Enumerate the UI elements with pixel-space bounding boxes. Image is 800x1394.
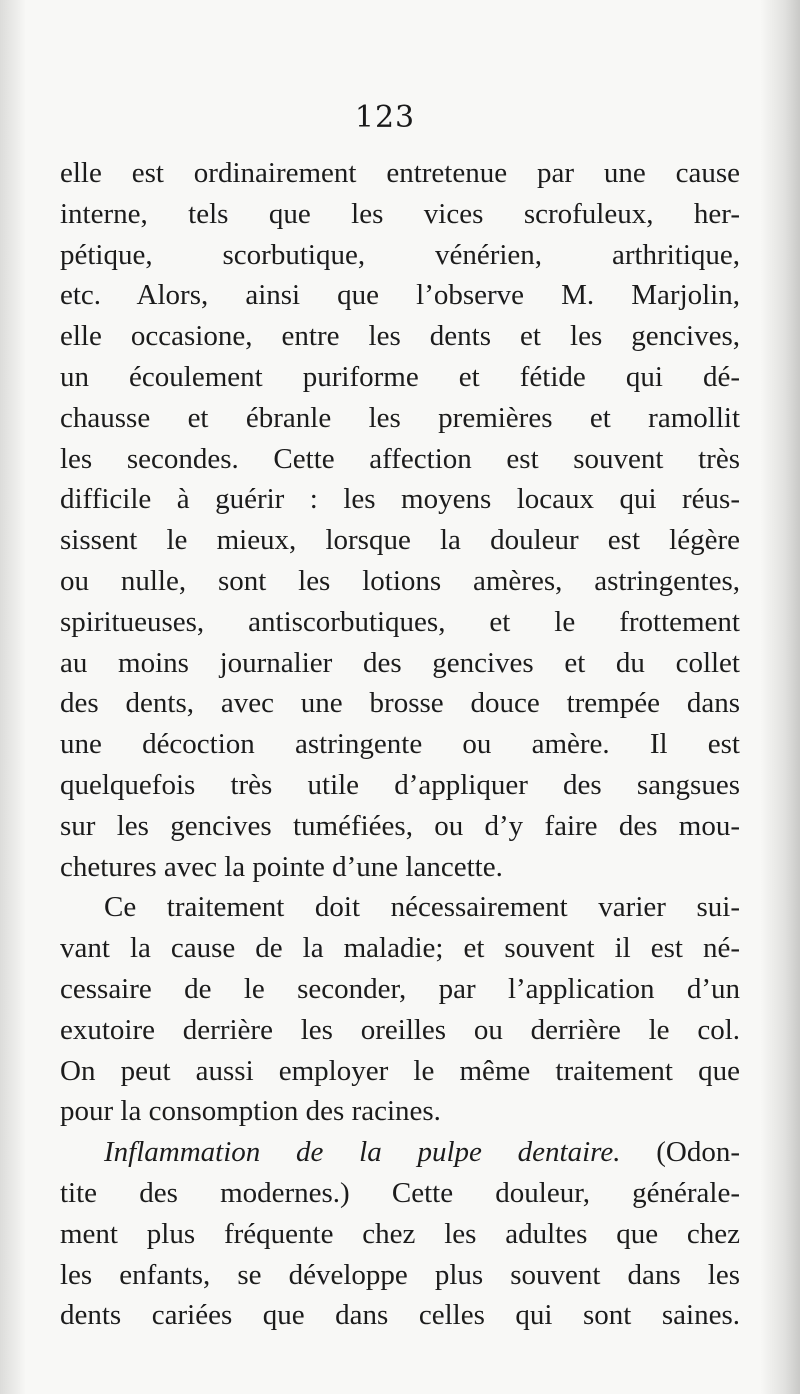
text-line: ou nulle, sont les lotions amères, astringentes, (60, 564, 740, 597)
text-line: sissent le mieux, lorsque la douleur est légère (60, 524, 740, 557)
text-line: chetures avec la pointe d’une lancette. (60, 850, 503, 883)
text-line: cessaire de le seconder, par l’application d’un (60, 972, 740, 1005)
paragraph (60, 1132, 740, 1336)
text-line: pour la consomption des racines. (60, 1095, 441, 1128)
section-heading-italic: Inflammation de la pulpe dentaire. (104, 1136, 621, 1169)
text-line: les enfants, se développe plus souvent dans les (60, 1258, 740, 1291)
text-line: dents cariées que dans celles qui sont saines. (60, 1299, 740, 1332)
text-line: un écoulement puriforme et fétide qui dé- (60, 360, 740, 393)
text-line: tite des modernes.) Cette douleur, générale- (60, 1176, 740, 1209)
text-line: chausse et ébranle les premières et ramollit (60, 401, 740, 434)
heading-continuation: (Odon- (620, 1136, 740, 1169)
text-line: au moins journalier des gencives et du collet (60, 646, 740, 679)
text-line: On peut aussi employer le même traitement que (60, 1054, 740, 1087)
text-line: interne, tels que les vices scrofuleux, her- (60, 197, 740, 230)
page-left-shadow (0, 0, 26, 1394)
text-line: etc. Alors, ainsi que l’observe M. Marjolin, (60, 279, 740, 312)
text-line: sur les gencives tuméfiées, ou d’y faire des mou- (60, 809, 740, 842)
paragraph (60, 887, 740, 1132)
text-line: elle occasione, entre les dents et les gencives, (60, 320, 740, 353)
text-line: une décoction astringente ou amère. Il est (60, 728, 740, 761)
text-line: difficile à guérir : les moyens locaux qui réus- (60, 483, 740, 516)
text-line: Ce traitement doit nécessairement varier sui- (104, 891, 740, 924)
text-line: des dents, avec une brosse douce trempée dans (60, 687, 740, 720)
text-line: pétique, scorbutique, vénérien, arthritique, (60, 238, 740, 271)
text-line: les secondes. Cette affection est souvent très (60, 442, 740, 475)
paragraph (60, 153, 740, 887)
text-line: spiritueuses, antiscorbutiques, et le frottement (60, 605, 740, 638)
text-line: vant la cause de la maladie; et souvent il est né- (60, 932, 740, 965)
text-line: quelquefois très utile d’appliquer des sangsues (60, 768, 740, 801)
page-number: 123 (354, 100, 416, 135)
text-line: elle est ordinairement entretenue par une cause (60, 157, 740, 189)
body-text (60, 153, 740, 1336)
page-right-shadow (760, 0, 800, 1394)
text-line: exutoire derrière les oreilles ou derrière le col. (60, 1013, 740, 1046)
text-line: ment plus fréquente chez les adultes que chez (60, 1217, 740, 1250)
text-line (60, 1132, 740, 1173)
